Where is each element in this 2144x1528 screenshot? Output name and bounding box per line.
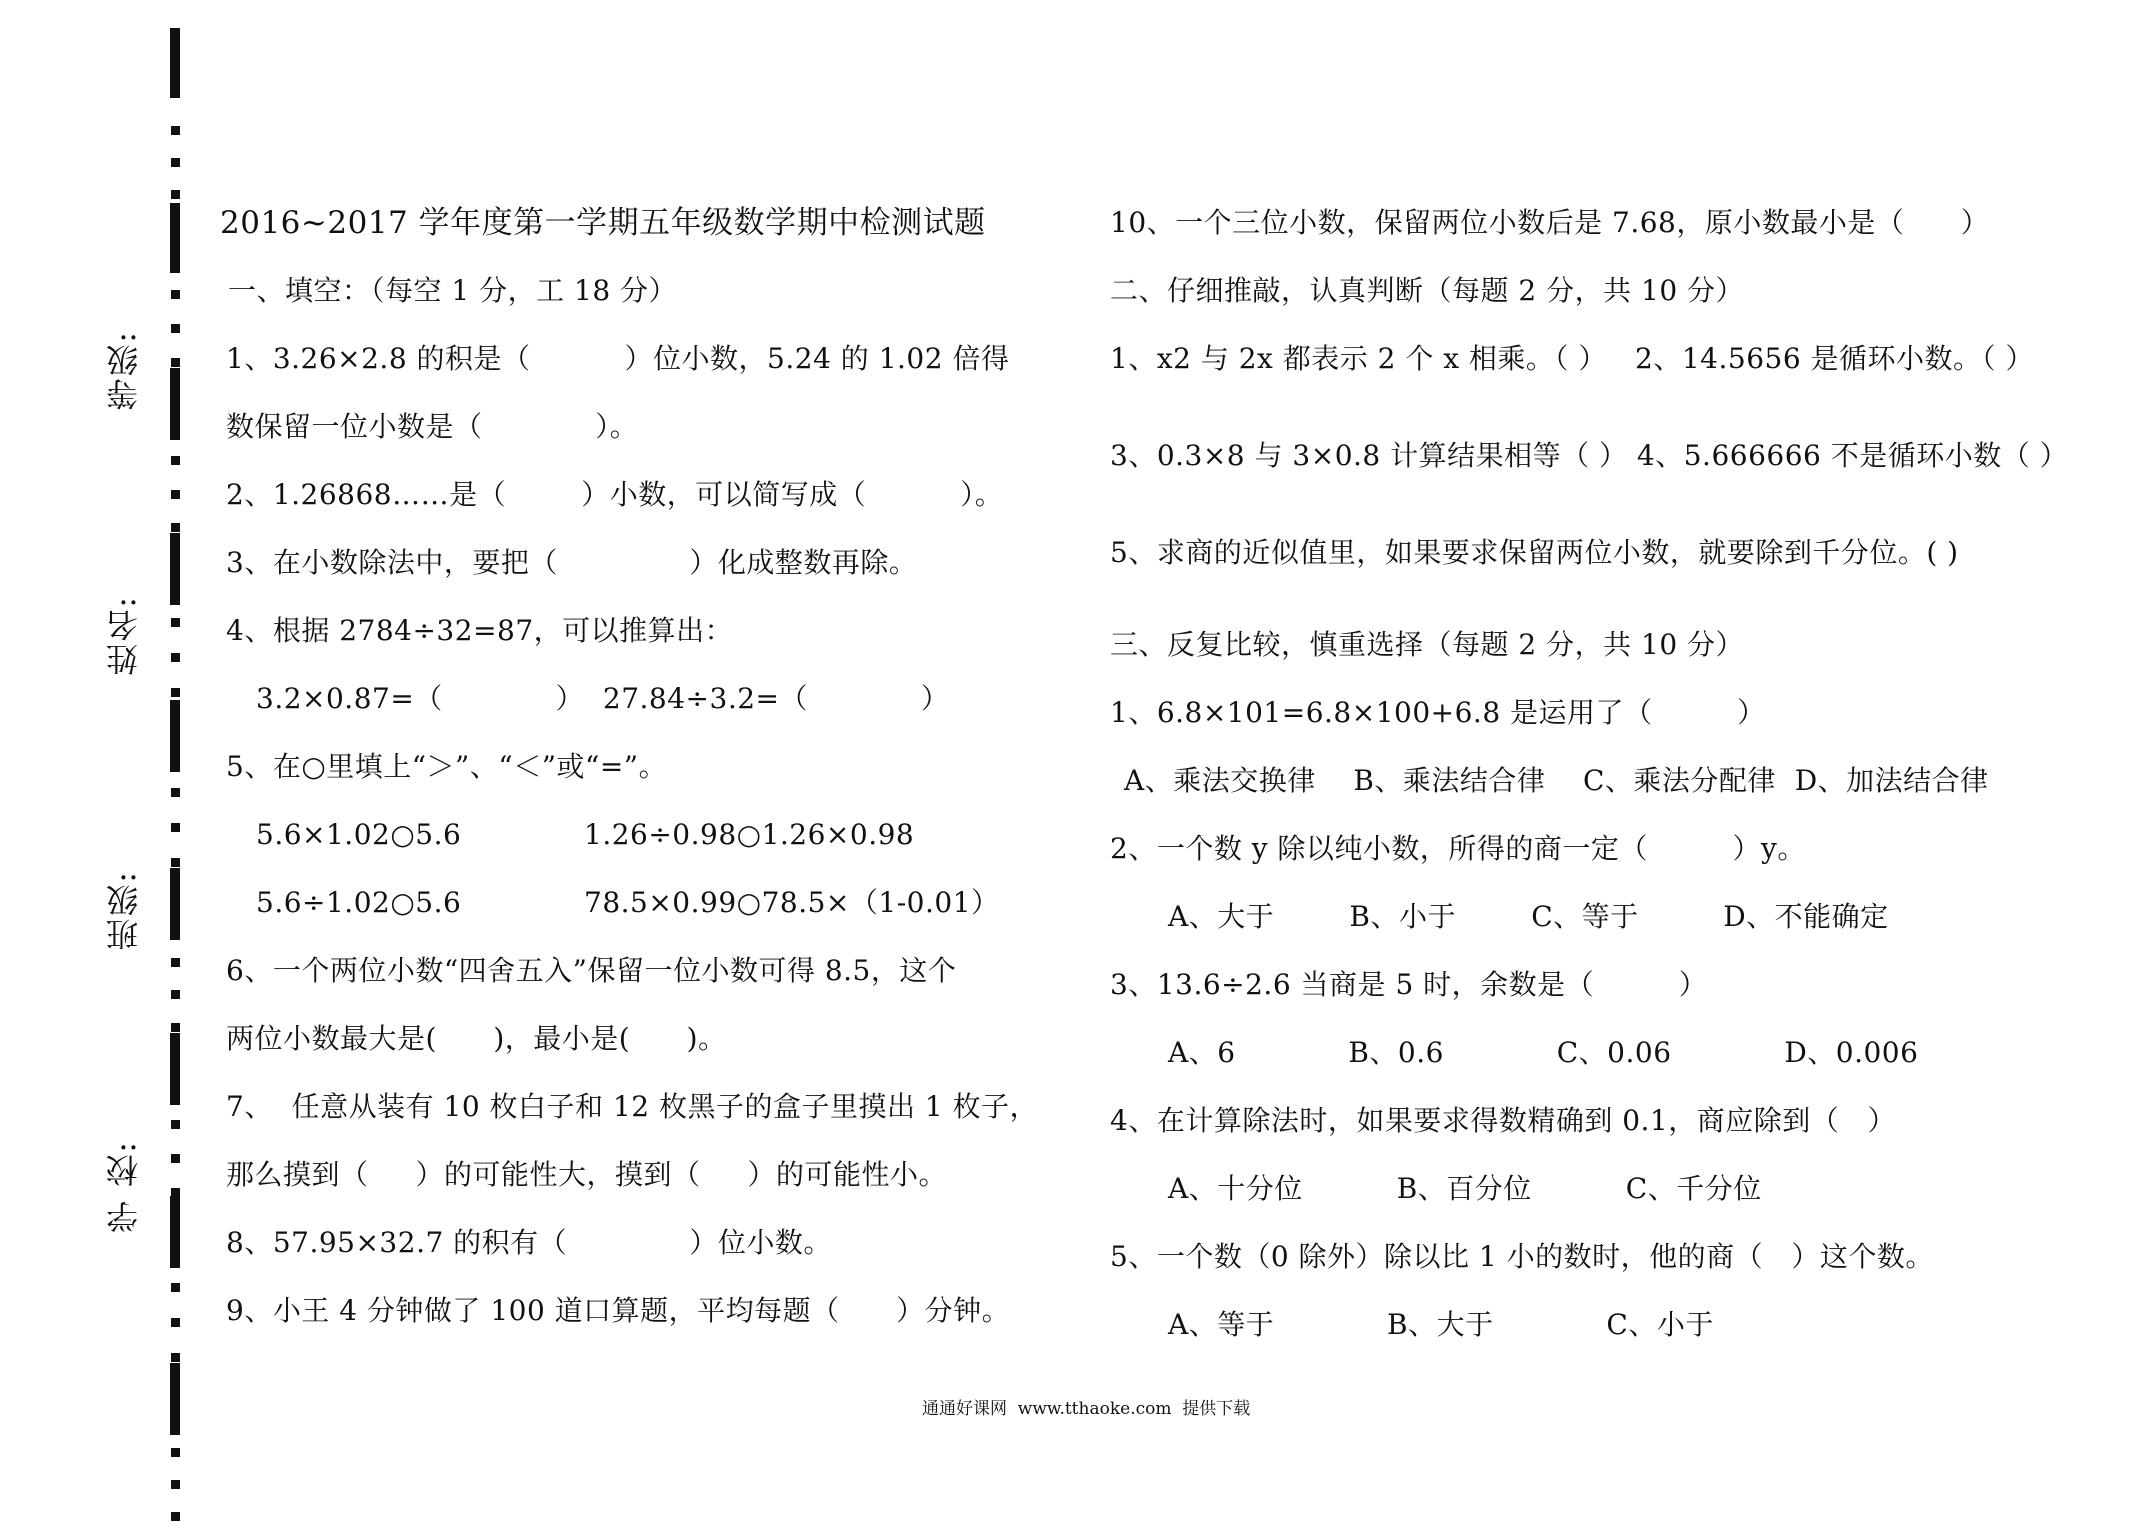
question-5-item-b: 1.26÷0.98○1.26×0.98: [584, 818, 915, 851]
choice-3: 3、13.6÷2.6 当商是 5 时，余数是（ ）: [1110, 968, 1708, 1001]
choice-5: 5、一个数（0 除外）除以比 1 小的数时，他的商（ ）这个数。: [1110, 1240, 1934, 1273]
footer-source: 通通好课网 www.tthaoke.com 提供下载: [922, 1399, 1251, 1419]
judge-5: 5、求商的近似值里，如果要求保留两位小数，就要除到千分位。( ): [1110, 536, 1959, 569]
choice-1: 1、6.8×101=6.8×100+6.8 是运用了（ ）: [1110, 696, 1766, 729]
class-label: 班级:: [105, 870, 143, 951]
grade-label: 等级:: [105, 330, 143, 411]
choice-1-options: A、乘法交换律 B、乘法结合律 C、乘法分配律 D、加法结合律: [1124, 764, 1989, 797]
section2-heading: 二、仔细推敲，认真判断（每题 2 分，共 10 分）: [1110, 274, 1745, 307]
choice-5-options: A、等于 B、大于 C、小于: [1168, 1308, 1714, 1341]
choice-4: 4、在计算除法时，如果要求得数精确到 0.1，商应除到（ ）: [1110, 1104, 1896, 1137]
question-1-line2: 数保留一位小数是（ ）。: [226, 410, 639, 443]
judge-3-4: 3、0.3×8 与 3×0.8 计算结果相等（ ） 4、5.666666 不是循环小数（ ）: [1110, 439, 2069, 472]
choice-4-options: A、十分位 B、百分位 C、千分位: [1168, 1172, 1762, 1205]
question-3: 3、在小数除法中，要把（ ）化成整数再除。: [226, 546, 918, 579]
question-6-line2: 两位小数最大是( )，最小是( )。: [226, 1022, 727, 1055]
binding-dashed-line: [170, 28, 184, 1528]
question-7-line1: 7、 任意从装有 10 枚白子和 12 枚黑子的盒子里摸出 1 枚子，: [226, 1090, 1039, 1123]
choice-3-options: A、6 B、0.6 C、0.06 D、0.006: [1168, 1036, 1919, 1069]
question-10: 10、一个三位小数，保留两位小数后是 7.68，原小数最小是（ ）: [1110, 206, 1990, 239]
question-8: 8、57.95×32.7 的积有（ ）位小数。: [226, 1226, 832, 1259]
question-2: 2、1.26868……是（ ）小数，可以简写成（ ）。: [226, 478, 1004, 511]
school-label: 学 校:: [105, 1140, 143, 1233]
question-6-line1: 6、一个两位小数“四舍五入”保留一位小数可得 8.5，这个: [226, 954, 957, 987]
choice-2: 2、一个数 y 除以纯小数，所得的商一定（ ）y。: [1110, 832, 1806, 865]
section3-heading: 三、反复比较，慎重选择（每题 2 分，共 10 分）: [1110, 628, 1745, 661]
judge-1-2: 1、x2 与 2x 都表示 2 个 x 相乘。（ ） 2、14.5656 是循环小数。（ ）: [1110, 342, 2034, 375]
question-5-item-c: 5.6÷1.02○5.6: [256, 886, 462, 919]
section1-heading: 一、填空：（每空 1 分，工 18 分）: [228, 274, 678, 307]
question-5-line1: 5、在○里填上“＞”、“＜”或“=”。: [226, 750, 668, 783]
question-5-item-a: 5.6×1.02○5.6: [256, 818, 462, 851]
question-5-item-d: 78.5×0.99○78.5×（1-0.01）: [584, 886, 1000, 919]
question-1-line1: 1、3.26×2.8 的积是（ ）位小数，5.24 的 1.02 倍得: [226, 342, 1010, 375]
exam-title: 2016~2017 学年度第一学期五年级数学期中检测试题: [220, 205, 986, 241]
name-label: 姓名:: [105, 595, 143, 676]
choice-2-options: A、大于 B、小于 C、等于 D、不能确定: [1168, 900, 1889, 933]
question-4-line1: 4、根据 2784÷32=87，可以推算出：: [226, 614, 734, 647]
question-4-line2: 3.2×0.87=（ ） 27.84÷3.2=（ ）: [256, 682, 950, 715]
question-7-line2: 那么摸到（ ）的可能性大，摸到（ ）的可能性小。: [226, 1158, 948, 1191]
question-9: 9、小王 4 分钟做了 100 道口算题，平均每题（ ）分钟。: [226, 1294, 1011, 1327]
